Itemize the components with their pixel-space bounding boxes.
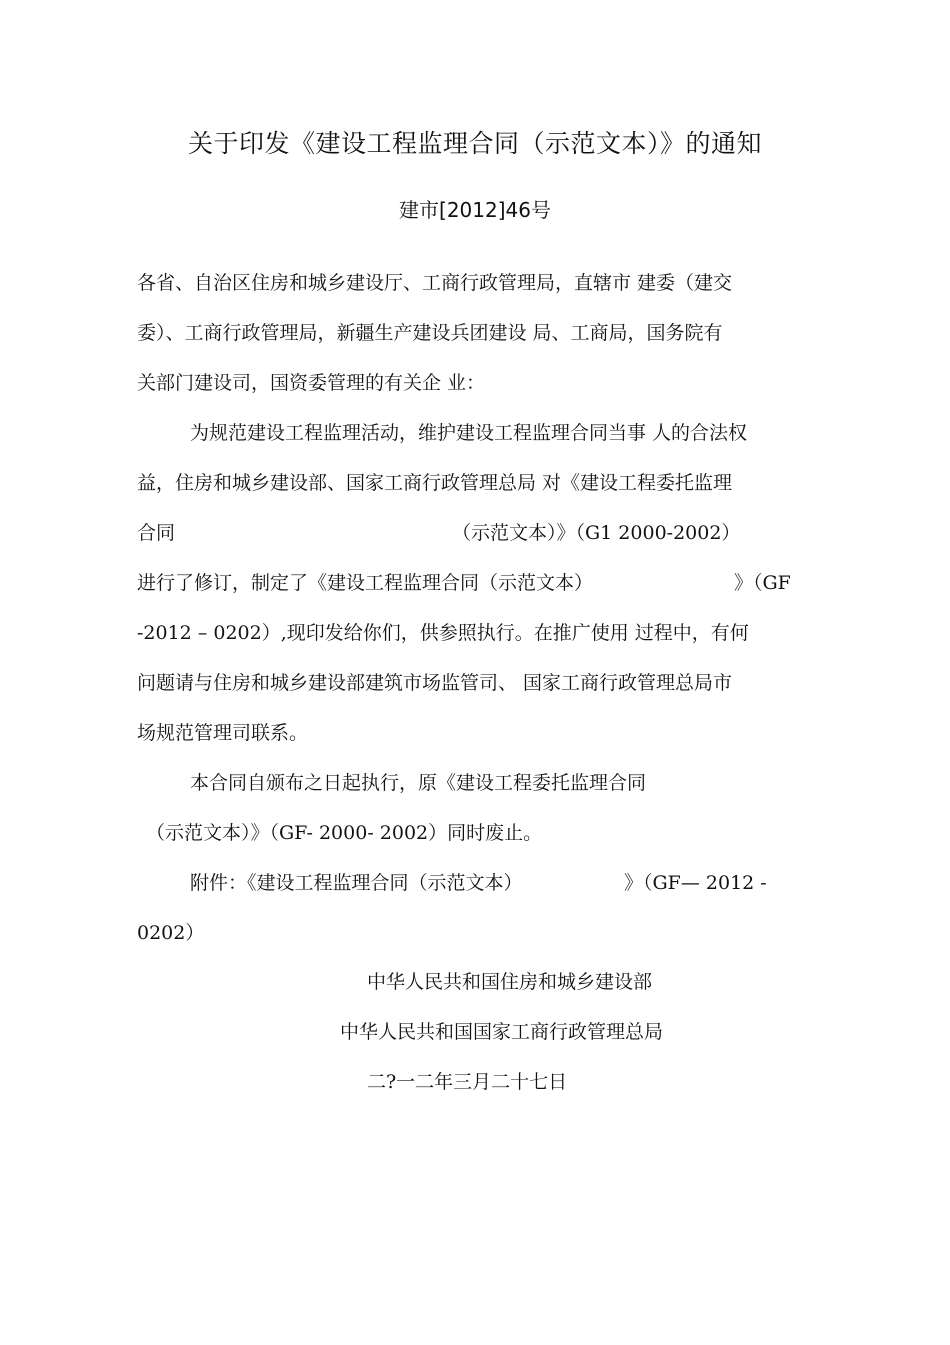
document-title: 关于印发《建设工程监理合同（示范文本）》的通知 [187,129,762,158]
paragraph1-line-4a: 进行了修订，制定了《建设工程监理合同（示范文本） [137,572,594,594]
attachment-line-2: 0202） [137,922,205,944]
signature-org-2: 中华人民共和国国家工商行政管理总局 [340,1021,664,1043]
paragraph1-line-1: 为规范建设工程监理活动，维护建设工程监理合同当事 人的合法权 [190,422,748,444]
paragraph1-line-2: 益，住房和城乡建设部、国家工商行政管理总局 对《建设工程委托监理 [137,472,733,494]
signature-org-1: 中华人民共和国住房和城乡建设部 [367,971,653,993]
paragraph2-line-1: 本合同自颁布之日起执行，原《建设工程委托监理合同 [190,772,647,794]
addressee-line-1: 各省、自治区住房和城乡建设厅、工商行政管理局，直辖市 建委（建交 [137,272,733,294]
addressee-line-2: 委）、工商行政管理局，新疆生产建设兵团建设 局、工商局，国务院有 [137,322,723,344]
attachment-line-1b: 》（GF— 2012 - [624,872,767,894]
paragraph1-line-3a: 合同 [137,522,176,544]
paragraph1-line-6: 问题请与住房和城乡建设部建筑市场监管司、 国家工商行政管理总局市 [137,672,733,694]
attachment-line-1a: 附件：《建设工程监理合同（示范文本） [190,872,523,894]
paragraph1-line-5: -2012 – 0202）,现印发给你们，供参照执行。在推广使用 过程中，有何 [137,622,749,644]
paragraph2-line-2: （示范文本）》（GF- 2000- 2002）同时废止。 [146,822,543,844]
paragraph1-line-3b: （示范文本）》（G1 2000-2002） [452,522,741,544]
document-number: 建市[2012]46号 [399,198,551,222]
paragraph1-line-7: 场规范管理司联系。 [137,722,309,744]
signature-date: 二?一二年三月二十七日 [367,1071,568,1093]
paragraph1-line-4b: 》（GF [734,572,791,594]
addressee-line-3: 关部门建设司，国资委管理的有关企 业： [137,372,486,394]
